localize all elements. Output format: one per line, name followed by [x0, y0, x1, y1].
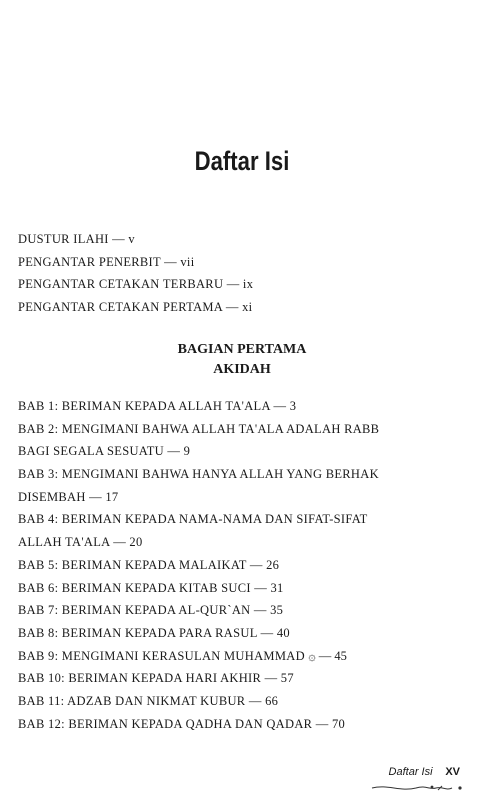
- toc-entry: DUSTUR ILAHI — v: [18, 232, 135, 246]
- toc-entry: BAB 12: BERIMAN KEPADA QADHA DAN QADAR — 70: [18, 716, 346, 731]
- toc-entry: BAB 1: BERIMAN KEPADA ALLAH TA'ALA — 3: [18, 399, 297, 413]
- page-title: Daftar Isi: [194, 146, 290, 176]
- toc-entry: BAB 8: BERIMAN KEPADA PARA RASUL — 40: [18, 625, 290, 640]
- toc-entry: PENGANTAR PENERBIT — vii: [18, 254, 195, 269]
- ornament-flourish-icon: [370, 780, 470, 796]
- toc-entry: BAGI SEGALA SESUATU — 9: [18, 444, 191, 459]
- page-number: XV: [445, 766, 460, 778]
- toc-entry: PENGANTAR CETAKAN TERBARU — ix: [18, 277, 254, 291]
- toc-entry: BAB 2: MENGIMANI BAHWA ALLAH TA'ALA ADALAH RABB: [18, 421, 380, 436]
- part-heading: [0, 340, 484, 380]
- chapter-list: [18, 395, 379, 735]
- toc-entry: DISEMBAH — 17: [18, 489, 119, 504]
- part-subtitle: AKIDAH: [213, 362, 271, 377]
- toc-entry: BAB 5: BERIMAN KEPADA MALAIKAT — 26: [18, 557, 280, 572]
- toc-entry: BAB 3: MENGIMANI BAHWA HANYA ALLAH YANG BERHAK: [18, 467, 379, 482]
- footer-label: Daftar Isi: [388, 766, 433, 778]
- toc-entry: BAB 4: BERIMAN KEPADA NAMA-NAMA DAN SIFAT-SIFAT: [18, 512, 368, 527]
- toc-entry: BAB 6: BERIMAN KEPADA KITAB SUCI — 31: [18, 580, 284, 595]
- toc-entry: BAB 11: ADZAB DAN NIKMAT KUBUR — 66: [18, 693, 279, 708]
- page-footer: [389, 766, 460, 778]
- front-matter-list: [18, 228, 253, 318]
- part-title: BAGIAN PERTAMA: [177, 342, 307, 357]
- toc-entry: BAB 10: BERIMAN KEPADA HARI AKHIR — 57: [18, 671, 294, 686]
- toc-entry: PENGANTAR CETAKAN PERTAMA — xi: [18, 299, 253, 314]
- toc-entry: BAB 9: MENGIMANI KERASULAN MUHAMMAD ۞ — 45: [18, 648, 347, 663]
- toc-entry: BAB 7: BERIMAN KEPADA AL-QUR`AN — 35: [18, 603, 284, 618]
- toc-entry: ALLAH TA'ALA — 20: [18, 535, 143, 550]
